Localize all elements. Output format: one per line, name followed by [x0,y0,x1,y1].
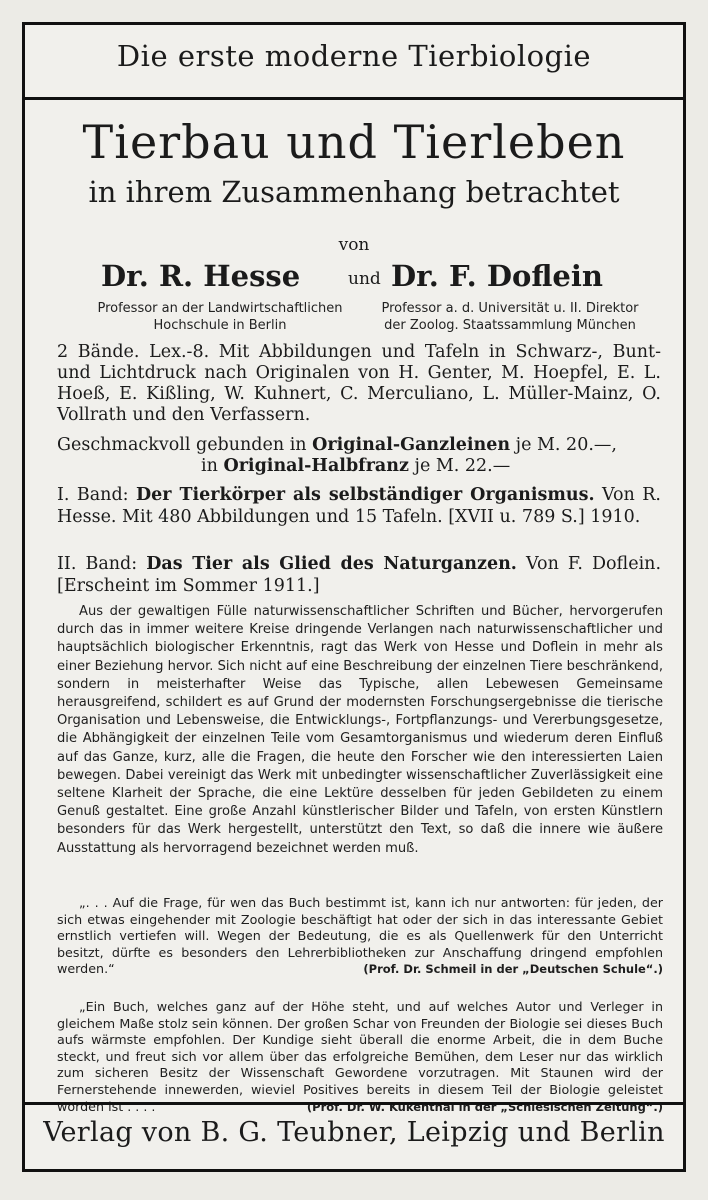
book-title: Tierbau und Tierleben [82,115,626,169]
review-source-schmeil: (Prof. Dr. Schmeil in der „Deutschen Schule“.) [363,962,663,977]
review-quote-schmeil: „. . . Auf die Frage, für wen das Buch bestimmt ist, kann ich nur antworten: für jeden, der sich etwas eingehender mit Zoologie beschäftigt hat oder der sich in das interessante Gebiet ernstlich vertiefen will. Wegen der Bedeutung, die es als Quellenwerk für den Unterricht besitzt, dürfte es besonders den Lehrerbibliotheken zur Anschaffung dringend empfohlen werden.“ (Prof. Dr. Schmeil in der „Deutschen Schule“.) [57,895,663,977]
header-bar [25,25,683,100]
by-line: von [338,235,370,255]
volume-1: I. Band: Der Tierkörper als selbständiger Organismus. Von R. Hesse. Mit 480 Abbildungen und 15 Tafeln. [XVII u. 789 S.] 1910. [57,485,661,527]
footer-bar [25,1102,683,1169]
description-paragraph: Aus der gewaltigen Fülle naturwissenschaftlicher Schriften und Bücher, hervorgerufen durch das in immer weitere Kreise dringende Verlangen nach naturwissenschaftlicher und hauptsächlich biologischer Erkenntnis, ragt das Werk von Hesse und Doflein in mehr als einer Beziehung hervor. Sich nicht auf eine Beschreibung der einzelnen Tiere beschränkend, sondern in meisterhafter Weise das Typische, allen Lebewesen Gemeinsame herausgreifend, schildert es auf Grund der modernsten Forschungsergebnisse die tierische Organisation und Lebensweise, die Entwicklungs-, Fortpflanzungs- und Vererbungsgesetze, die Abhängigkeit der einzelnen Teile vom Gesamtorganismus und wiederum deren Einfluß auf das Ganze, kurz, alle die Fragen, die heute den Forscher wie den interessierten Laien bewegen. Dabei vereinigt das Werk mit unbedingter wissenschaftlicher Zuverlässigkeit eine seltene Klarheit der Sprache, die eine Lektüre desselben für jeden Gebildeten zu einem Genuß gestaltet. Eine große Anzahl künstlerischer Bilder und Tafeln, von ersten Künstlern besonders für das Werk hergestellt, unterstützt den Text, so daß die innere wie äußere Ausstattung als hervorragend bezeichnet werden muß. [57,604,663,856]
volume-2: II. Band: Das Tier als Glied des Naturganzen. Von F. Doflein. [Erscheint im Sommer 1911.] [57,554,662,596]
review-source-kuekenthal: (Prof. Dr. W. Kükenthal in der „Schlesischen Zeitung“.) [306,1099,663,1114]
affiliation-doflein: Professor a. d. Universität u. II. Direktor der Zoolog. Staatssammlung München [381,301,639,333]
review-quote-kuekenthal: „Ein Buch, welches ganz auf der Höhe steht, und auf welches Autor und Verleger in gleichem Maße stolz sein können. Der großen Schar von Freunden der Biologie sei dieses Buch aufs wärmste empfohlen. Der Kundige sieht überall die enorme Arbeit, die in dem Buche steckt, und freut sich vor allem über das erfolgreiche Bemühen, dem Leser nur das wirklich zum sicheren Besitz der Wissenschaft Gewordene vorzutragen. Mit Staunen wird der Fernerstehende innewerden, wieviel Positives bereits in diesem Teil der Biologie geleistet worden ist . . . .“ (Prof. Dr. W. Kükenthal in der „Schlesischen Zeitung“.) [57,999,663,1114]
advertisement-frame [22,22,686,1172]
series-title: Die erste moderne Tierbiologie [116,39,592,73]
edition-info: 2 Bände. Lex.-8. Mit Abbildungen und Tafeln in Schwarz-, Bunt- und Lichtdruck nach Originalen von H. Genter, M. Hoepfel, E. L. Hoeß, E. Kißling, W. Kuhnert, C. Merculiano, L. Müller-Mainz, O. Vollrath und den Verfassern. [57,342,661,425]
binding-prices: Geschmackvoll gebunden in Original-Ganzleinen je M. 20.—, in Original-Halbfranz je M. 22.— [57,435,617,476]
author-hesse: Dr. R. Hesse [101,259,301,293]
book-subtitle: in ihrem Zusammenhang betrachtet [88,175,620,209]
publisher-line: Verlag von B. G. Teubner, Leipzig und Berlin [43,1117,665,1148]
author-conjunction: und [348,269,381,289]
author-doflein: Dr. F. Doflein [391,259,603,293]
affiliation-hesse: Professor an der Landwirtschaftlichen Hochschule in Berlin [97,301,343,333]
